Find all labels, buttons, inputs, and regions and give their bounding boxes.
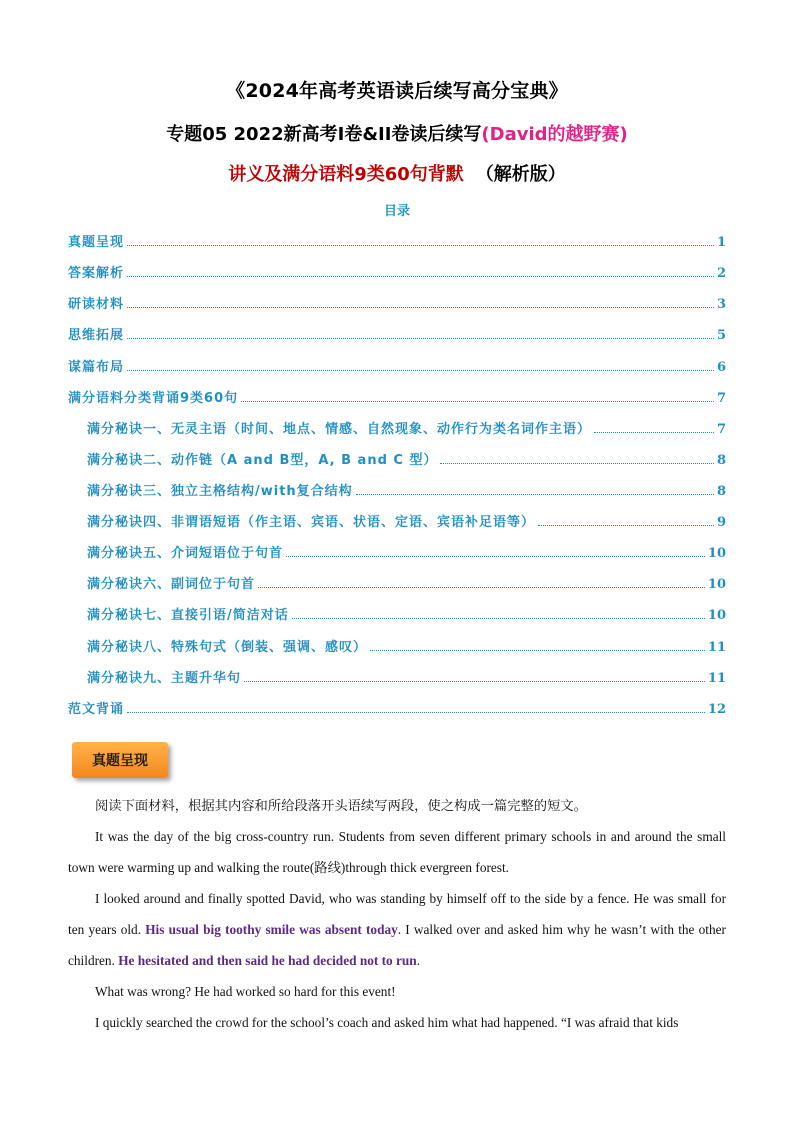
- paragraph-text: I looked around and finally spotted David, who was standing by himself off to the side by a fence. He was small for ten years old.: [68, 891, 726, 937]
- document-subtitle: [0, 120, 794, 146]
- toc-item-label: 满分秘诀二、动作链（A and B型，A, B and C 型）: [87, 453, 438, 468]
- passage-paragraph-1: It was the day of the big cross-country run. Students from seven different primary schools in and around the small town were warming up and walking the route(路线)through thick evergreen forest.: [68, 829, 726, 875]
- toc-leader-dots: [440, 463, 713, 464]
- subtitle-highlight: (David的越野赛): [481, 124, 628, 145]
- passage-paragraph-4: I quickly searched the crowd for the school’s coach and asked him what had happened. “I was afraid that kids: [95, 1015, 679, 1030]
- toc-item-label: 满分秘诀五、介词短语位于句首: [87, 546, 284, 561]
- toc-leader-dots: [127, 338, 714, 339]
- toc-item-label: 思维拓展: [68, 328, 125, 343]
- toc-leader-dots: [241, 401, 714, 402]
- toc-item-manfen-yuliao[interactable]: [68, 386, 726, 406]
- toc-item-label: 满分秘诀四、非谓语短语（作主语、宾语、状语、定语、宾语补足语等）: [87, 515, 536, 530]
- toc-item-page: 7: [716, 422, 726, 437]
- toc-item-page: 6: [716, 360, 726, 375]
- toc-item-mijue-4[interactable]: [87, 510, 726, 530]
- toc-item-page: 10: [707, 577, 726, 592]
- highlighted-sentence: His usual big toothy smile was absent today: [145, 922, 398, 937]
- toc-item-moupian[interactable]: [68, 355, 726, 375]
- document-title: 《2024年高考英语读后续写高分宝典》: [226, 80, 568, 102]
- toc-item-label: 谋篇布局: [68, 360, 125, 375]
- toc-item-label: 满分秘诀三、独立主格结构/with复合结构: [87, 484, 353, 499]
- toc-item-page: 11: [707, 671, 726, 686]
- toc-item-mijue-6[interactable]: [87, 572, 726, 592]
- toc-item-page: 8: [716, 484, 726, 499]
- toc-item-mijue-5[interactable]: [87, 541, 726, 561]
- toc-item-mijue-8[interactable]: [87, 635, 726, 655]
- passage-paragraph-3: What was wrong? He had worked so hard for this event!: [95, 984, 396, 999]
- toc-item-label: 满分秘诀八、特殊句式（倒装、强调、感叹）: [87, 640, 368, 655]
- toc-item-mijue-3[interactable]: [87, 479, 726, 499]
- toc-item-page: 2: [716, 266, 726, 281]
- toc-item-label: 满分语料分类背诵9类60句: [68, 391, 239, 406]
- toc-item-page: 10: [707, 546, 726, 561]
- toc-item-label: 满分秘诀一、无灵主语（时间、地点、情感、自然现象、动作行为类名词作主语）: [87, 422, 592, 437]
- toc-item-label: 满分秘诀六、副词位于句首: [87, 577, 256, 592]
- toc-leader-dots: [370, 650, 705, 651]
- toc-leader-dots: [127, 712, 705, 713]
- toc-item-mijue-1[interactable]: [87, 417, 726, 437]
- toc-leader-dots: [538, 525, 714, 526]
- instruction-paragraph: 阅读下面材料，根据其内容和所给段落开头语续写两段，使之构成一篇完整的短文。: [95, 798, 587, 813]
- subtitle-secondary-main: 讲义及满分语料9类60句背默: [228, 164, 464, 185]
- toc-leader-dots: [127, 370, 714, 371]
- toc-item-siwei[interactable]: [68, 323, 726, 343]
- section-tag-zhenti: 真题呈现: [72, 742, 168, 778]
- document-subtitle-secondary: [0, 160, 794, 186]
- toc-item-label: 答案解析: [68, 266, 125, 281]
- toc-item-daan[interactable]: [68, 261, 726, 281]
- toc-item-mijue-2[interactable]: [87, 448, 726, 468]
- toc-item-fanwen[interactable]: [68, 697, 726, 717]
- toc-item-label: 满分秘诀九、主题升华句: [87, 671, 242, 686]
- paragraph-text: . I walked over and asked him why he wasn’t with the other children.: [68, 922, 726, 968]
- passage-paragraph-2: [68, 883, 726, 976]
- toc-item-mijue-9[interactable]: [87, 666, 726, 686]
- toc-item-page: 10: [707, 608, 726, 623]
- toc-heading: 目录: [383, 204, 410, 219]
- toc-item-page: 5: [716, 328, 726, 343]
- highlighted-sentence: He hesitated and then said he had decided not to run: [118, 953, 417, 968]
- toc-leader-dots: [258, 587, 705, 588]
- toc-item-page: 11: [707, 640, 726, 655]
- toc-leader-dots: [127, 276, 714, 277]
- toc-item-yandu[interactable]: [68, 292, 726, 312]
- toc-leader-dots: [292, 618, 705, 619]
- toc-item-page: 12: [707, 702, 726, 717]
- toc-item-label: 满分秘诀七、直接引语/简洁对话: [87, 608, 289, 623]
- toc-leader-dots: [594, 432, 714, 433]
- toc-leader-dots: [244, 681, 705, 682]
- toc-item-page: 9: [716, 515, 726, 530]
- toc-item-label: 研读材料: [68, 297, 125, 312]
- toc-item-page: 1: [716, 235, 726, 250]
- subtitle-secondary-suffix: （解析版）: [475, 164, 566, 185]
- toc-item-page: 7: [716, 391, 726, 406]
- toc-item-mijue-7[interactable]: [87, 603, 726, 623]
- paragraph-text: .: [416, 953, 421, 968]
- toc-leader-dots: [127, 245, 714, 246]
- toc-item-label: 范文背诵: [68, 702, 125, 717]
- passage-body: [68, 790, 726, 1038]
- toc-item-page: 8: [716, 453, 726, 468]
- toc-item-page: 3: [716, 297, 726, 312]
- toc-item-zhenti[interactable]: [68, 230, 726, 250]
- toc-leader-dots: [286, 556, 705, 557]
- toc-leader-dots: [127, 307, 714, 308]
- subtitle-main: 专题05 2022新高考I卷&II卷读后续写: [166, 124, 482, 145]
- toc-leader-dots: [356, 494, 714, 495]
- toc-item-label: 真题呈现: [68, 235, 125, 250]
